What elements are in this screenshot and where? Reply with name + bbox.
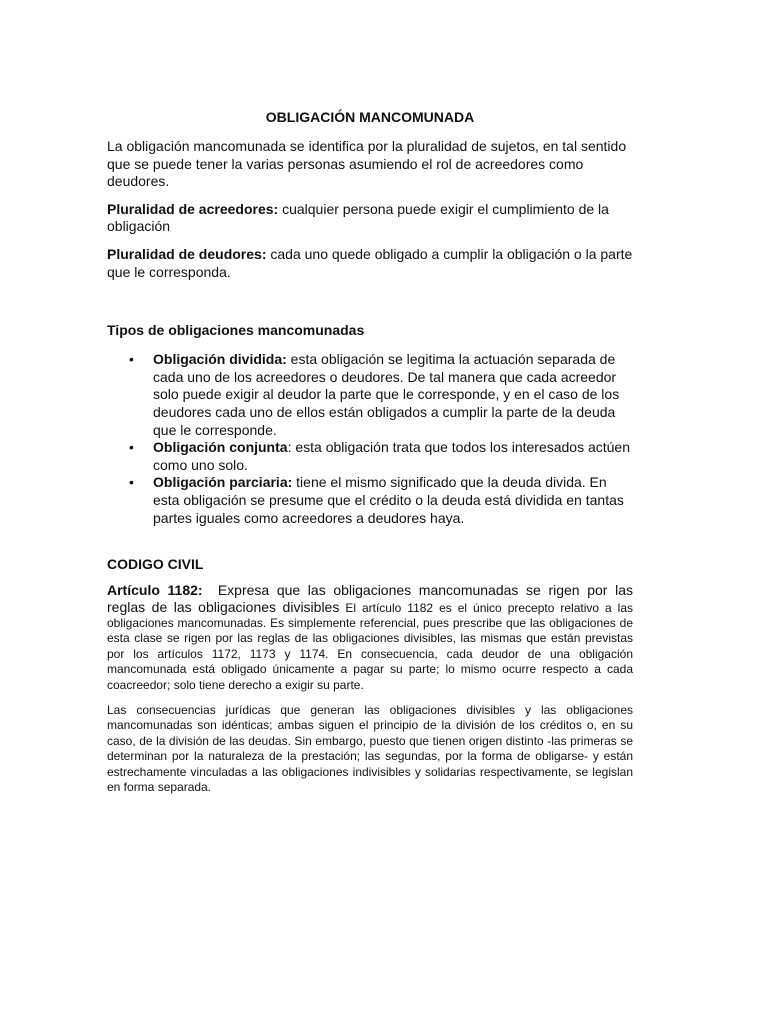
deudores-paragraph — [107, 246, 633, 281]
tipos-heading: Tipos de obligaciones mancomunadas — [107, 322, 365, 339]
list-item — [129, 351, 633, 439]
tipo-text: tiene el mismo significado que la deuda divida. En esta obligación se presume que el crédito o la deuda está dividida en tantas partes iguales como acreedores a deudores haya. — [153, 474, 624, 526]
document-title: OBLIGACIÓN MANCOMUNADA — [265, 109, 475, 125]
tipo-label: Obligación dividida: — [153, 351, 287, 368]
tipos-list — [107, 351, 633, 527]
tipo-label: Obligación parciaria: — [153, 474, 293, 491]
acreedores-text: cualquier persona puede exigir el cumplimiento de la obligación — [107, 200, 609, 235]
intro-paragraph: La obligación mancomunada se identifica por la pluralidad de sujetos, en tal sentido que se puede tener la varias personas asumiendo el rol de acreedores como deudores. — [107, 138, 627, 190]
bullet-icon: • — [129, 351, 134, 368]
tipo-text: : esta obligación trata que todos los interesados actúen como uno solo. — [153, 439, 631, 473]
bullet-icon: • — [129, 474, 134, 491]
document-page — [107, 108, 637, 805]
list-item — [129, 439, 633, 474]
deudores-label: Pluralidad de deudores: — [107, 245, 267, 262]
list-item — [129, 474, 633, 527]
articulo-paragraph — [107, 582, 637, 693]
bullet-icon: • — [129, 439, 134, 456]
articulo-label: Artículo 1182: — [107, 582, 203, 599]
acreedores-paragraph — [107, 201, 633, 236]
articulo-lead-text: Expresa que las obligaciones mancomunadas se rigen por las reglas de las obligaciones divisibles — [107, 582, 637, 615]
acreedores-label: Pluralidad de acreedores: — [107, 200, 279, 217]
articulo-body: El artículo 1182 es el único precepto relativo a las obligaciones mancomunadas. Es simplemente referencial, pues prescribe que las obligaciones de esta clase se rigen por las reglas de las obligaciones divisibles, las mismas que están previstas por los artículos 1172, 1173 y 1174. En consecuencia, cada deudor de una obligación mancomunada está obligado únicamente a pagar su parte; lo mismo ocurre respecto a cada coacreedor; solo tiene derecho a exigir su parte. — [107, 600, 634, 692]
tipo-text: esta obligación se legitima la actuación separada de cada uno de los acreedores o deudores. De tal manera que cada acreedor solo puede exigir al deudor la parte que le corresponde, y en el caso de los deudores cada uno de ellos están obligados a cumplir la parte de la deuda que le corresponde. — [153, 351, 620, 438]
codigo-civil-heading: CODIGO CIVIL — [107, 556, 204, 573]
deudores-text: cada uno quede obligado a cumplir la obligación o la parte que le corresponda. — [107, 245, 633, 280]
consecuencias-paragraph: Las consecuencias jurídicas que generan las obligaciones divisibles y las obligaciones mancomunadas son idénticas; ambas siguen el principio de la división de los créditos o, en su caso, de la división de las deudas. Sin embargo, puesto que tienen origen distinto -las primeras se determinan por la naturaleza de la prestación; las segundas, por la forma de obligarse- y están estrechamente vinculadas a las obligaciones indivisibles y solidarias respectivamente, se legislan en forma separada. — [107, 702, 633, 794]
tipo-label: Obligación conjunta — [153, 439, 288, 456]
